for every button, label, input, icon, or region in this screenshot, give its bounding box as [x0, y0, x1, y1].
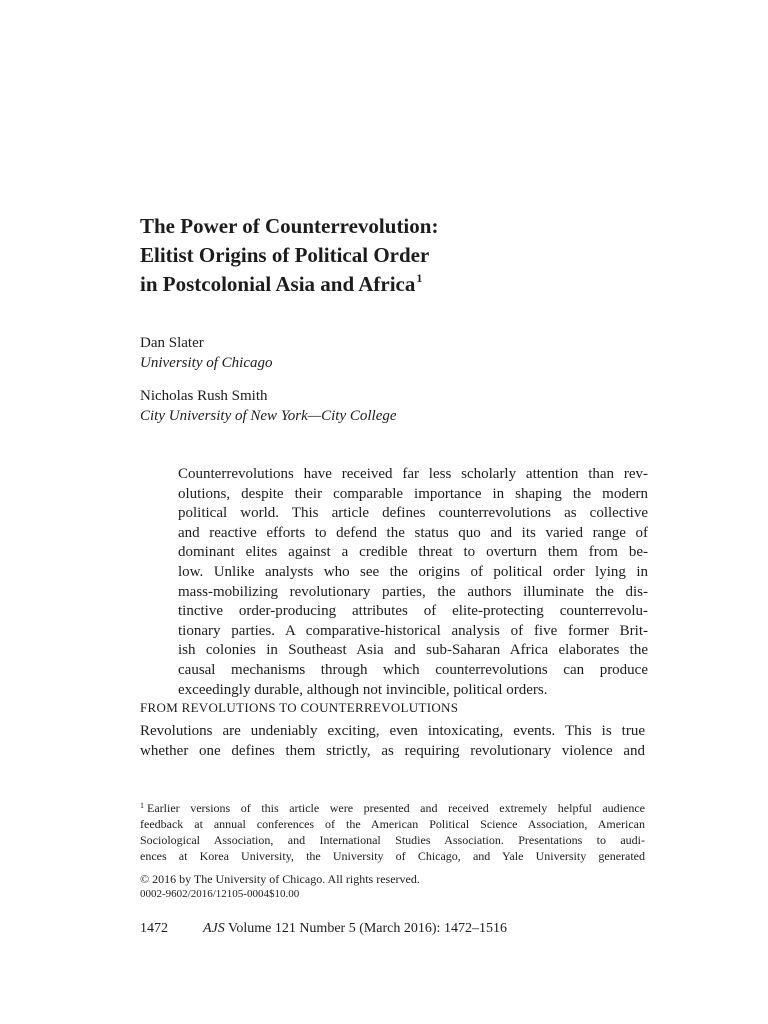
issn-code: 0002-9602/2016/12105-0004$10.00: [140, 888, 300, 900]
abstract-line: low. Unlike analysts who see the origins of political order lying in: [178, 563, 648, 580]
body-paragraph: [140, 721, 645, 761]
journal-citation: [203, 920, 507, 938]
abstract-line: Counterrevolutions have received far less scholarly attention than rev-: [178, 466, 648, 482]
abstract-line: causal mechanisms through which counterrevolutions can produce: [178, 661, 648, 678]
abstract-line: and reactive efforts to defend the status quo and its varied range of: [178, 524, 648, 541]
title-line: [140, 270, 640, 299]
footnote-marker: 1: [140, 801, 144, 810]
title-footnote-marker: 1: [416, 271, 423, 285]
citation-details: Volume 121 Number 5 (March 2016): 1472–1516: [228, 921, 507, 936]
body-line: Revolutions are undeniably exciting, even intoxicating, events. This is true: [140, 723, 645, 739]
title-line: The Power of Counterrevolution:: [140, 214, 439, 238]
footnote-line: ences at Korea University, the University of Chicago, and Yale University generated: [140, 849, 645, 863]
footnote-line: Sociological Association, and International Studies Association. Presentations to audi-: [140, 833, 645, 847]
abstract-line: exceedingly durable, although not invincible, political orders.: [178, 681, 548, 698]
copyright-notice: © 2016 by The University of Chicago. All rights reserved.: [140, 872, 420, 886]
journal-name: AJS: [203, 921, 225, 936]
author-affiliation: University of Chicago: [140, 355, 273, 371]
title-line: Elitist Origins of Political Order: [140, 243, 430, 267]
abstract-line: olutions, despite their comparable importance in shaping the modern: [178, 485, 648, 502]
footnote-line: feedback at annual conferences of the American Political Science Association, American: [140, 817, 645, 831]
author-affiliation: City University of New York—City College: [140, 408, 397, 424]
page-number: 1472: [140, 921, 168, 936]
footnote: [140, 800, 645, 864]
author-name: Dan Slater: [140, 335, 204, 351]
section-heading: FROM REVOLUTIONS TO COUNTERREVOLUTIONS: [140, 700, 459, 715]
abstract: [178, 465, 648, 700]
abstract-line: ish colonies in Southeast Asia and sub-Saharan Africa elaborates the: [178, 642, 648, 659]
abstract-line: mass-mobilizing revolutionary parties, the authors illuminate the dis-: [178, 583, 648, 600]
abstract-line: dominant elites against a credible threat to overturn them from be-: [178, 544, 648, 561]
article-title: [140, 212, 640, 299]
footnote-line-text: Earlier versions of this article were presented and received extremely helpful audience: [147, 801, 645, 815]
abstract-line: political world. This article defines counterrevolutions as collective: [178, 505, 648, 522]
author-block: [140, 333, 272, 373]
abstract-line: tinctive order-producing attributes of elite-protecting counterrevolu-: [178, 603, 648, 620]
author-block: [140, 386, 397, 426]
footnote-line: [140, 800, 645, 816]
title-line-text: in Postcolonial Asia and Africa: [140, 272, 416, 296]
body-line: whether one defines them strictly, as requiring revolutionary violence and: [140, 743, 645, 759]
author-name: Nicholas Rush Smith: [140, 388, 268, 404]
abstract-line: tionary parties. A comparative-historical analysis of five former Brit-: [178, 622, 648, 639]
